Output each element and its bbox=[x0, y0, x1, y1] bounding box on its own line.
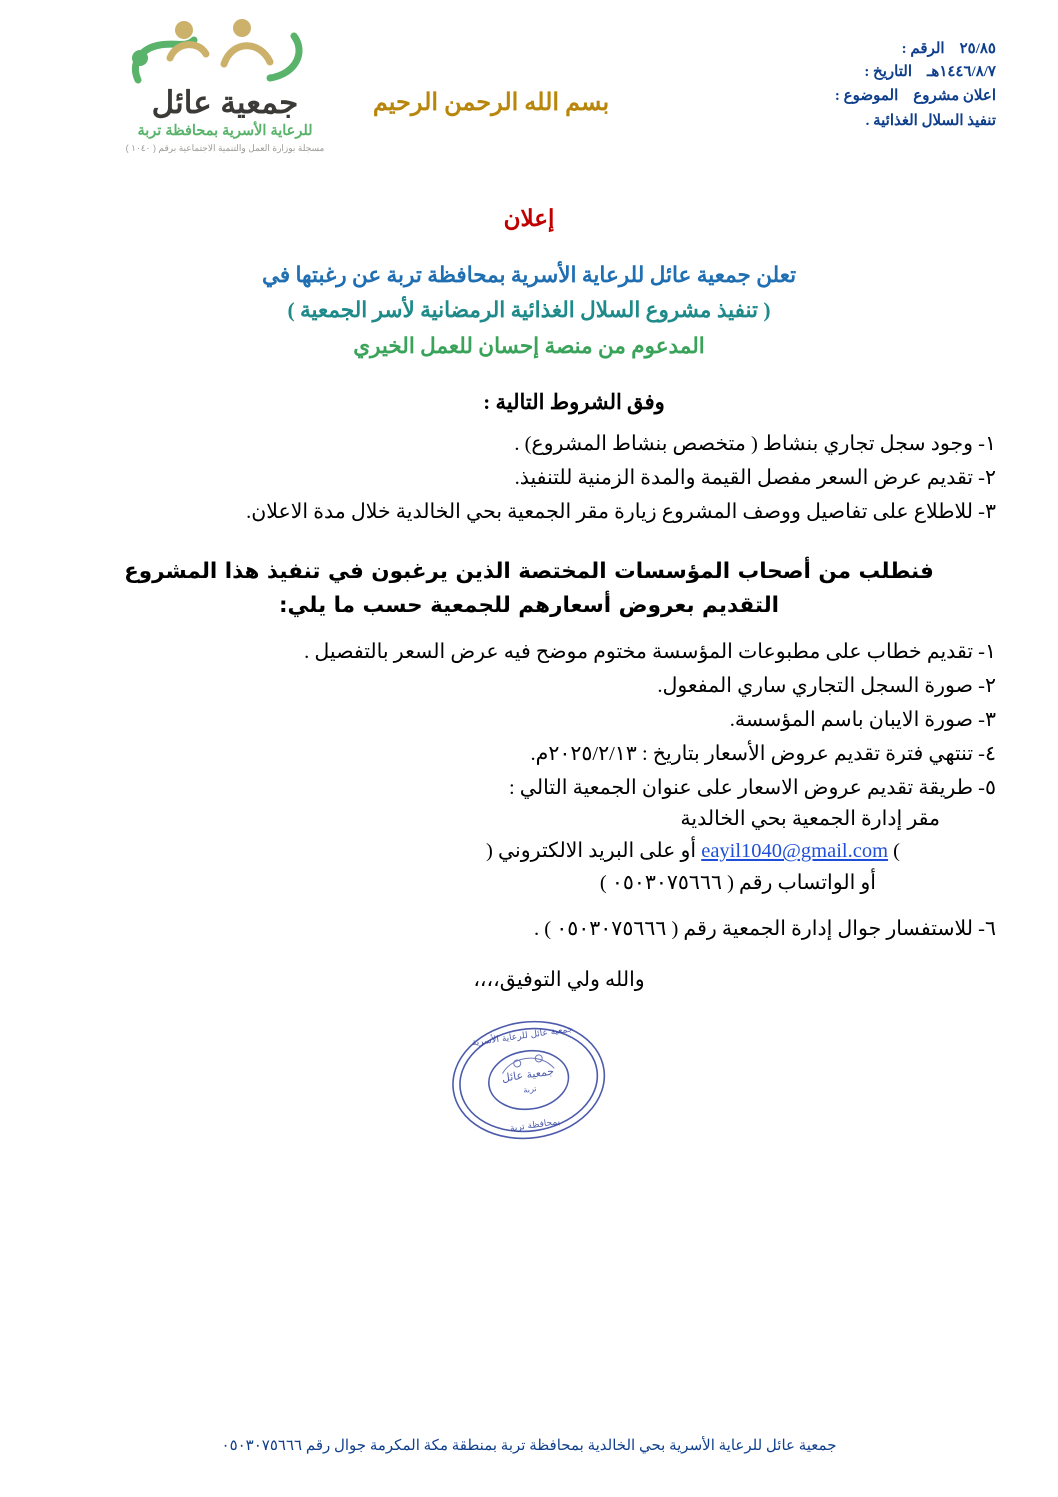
intro-block bbox=[62, 258, 996, 364]
closing-text: والله ولي التوفيق،،،، bbox=[473, 969, 645, 992]
list-item: ٢- تقديم عرض السعر مفصل القيمة والمدة الزمنية للتنفيذ. bbox=[514, 467, 996, 490]
svg-text:جمعية عائل: جمعية عائل bbox=[500, 1064, 555, 1086]
email-suffix-paren: ) bbox=[893, 840, 900, 863]
requirements-list bbox=[62, 637, 996, 945]
address-whatsapp: أو الواتساب رقم ( ٠٥٠٣٠٧٥٦٦٦ ) bbox=[599, 871, 876, 894]
meta-subject-label: الموضوع : bbox=[834, 87, 899, 104]
document-header bbox=[0, 0, 1058, 190]
basmala-inner: بسم الله الرحمن الرحيم bbox=[372, 90, 610, 116]
document-footer: جمعية عائل للرعاية الأسرية بحي الخالدية بمحافظة تربة بمنطقة مكة المكرمة جوال رقم ٠٥٠٣٠٧٥٦٦٦ bbox=[221, 1438, 837, 1454]
svg-text:تربة: تربة bbox=[522, 1084, 538, 1096]
list-item: ٤- تنتهي فترة تقديم عروض الأسعار بتاريخ : ٢٠٢٥/٢/١٣م. bbox=[530, 742, 996, 765]
meta-subject-value-2: تنفيذ السلال الغذائية . bbox=[865, 112, 996, 129]
list-item: ٣- صورة الايبان باسم المؤسسة. bbox=[729, 709, 996, 732]
stamp-area bbox=[62, 1010, 996, 1150]
announcement-title: إعلان bbox=[503, 206, 555, 231]
meta-number-value: ٢٥/٨٥ bbox=[959, 41, 996, 57]
conditions-heading: وفق الشروط التالية : bbox=[483, 390, 665, 415]
logo-mark-icon bbox=[60, 18, 390, 84]
meta-number-row bbox=[756, 38, 996, 61]
meta-number-label: الرقم : bbox=[901, 41, 945, 57]
list-item: ٢- صورة السجل التجاري ساري المفعول. bbox=[657, 675, 996, 698]
meta-date-value: ١٤٤٦/٨/٧هـ bbox=[927, 64, 996, 81]
svg-text:جمعية عائل للرعاية الأسرية: جمعية عائل للرعاية الأسرية bbox=[471, 1024, 574, 1049]
list-item: ١- تقديم خطاب على مطبوعات المؤسسة مختوم موضح فيه عرض السعر بالتفصيل . bbox=[304, 641, 996, 664]
official-stamp bbox=[415, 996, 643, 1169]
email-link[interactable]: eayil1040@gmail.com bbox=[701, 840, 889, 863]
meta-subject-value: اعلان مشروع bbox=[913, 87, 996, 104]
document-content bbox=[0, 206, 1058, 1150]
address-email-line bbox=[62, 836, 996, 868]
svg-text:بمحافظة تربة: بمحافظة تربة bbox=[509, 1117, 561, 1135]
logo-name: جمعية عائل bbox=[151, 85, 299, 120]
meta-date-label: التاريخ : bbox=[864, 64, 912, 81]
header-meta-block bbox=[756, 38, 996, 132]
intro-line-3: المدعوم من منصة إحسان للعمل الخيري bbox=[353, 333, 705, 358]
conditions-list bbox=[62, 429, 996, 528]
list-item: ٦- للاستفسار جوال إدارة الجمعية رقم ( ٠٥٠٣٠٧٥٦٦٦ ) . bbox=[534, 917, 996, 940]
logo-registration: مسجلة بوزارة العمل والتنمية الاجتماعية برقم ( ١٠٤٠ ) bbox=[125, 143, 325, 154]
meta-date-row bbox=[756, 61, 996, 84]
address-office: مقر إدارة الجمعية بحي الخالدية bbox=[680, 808, 940, 831]
list-item: ٣- للاطلاع على تفاصيل ووصف المشروع زيارة مقر الجمعية بحي الخالدية خلال مدة الاعلان. bbox=[246, 500, 996, 523]
logo-subtitle: للرعاية الأسرية بمحافظة تربة bbox=[137, 123, 313, 140]
organization-logo bbox=[60, 18, 390, 154]
intro-line-2: ( تنفيذ مشروع السلال الغذائية الرمضانية لأسر الجمعية ) bbox=[287, 298, 771, 323]
intro-line-1: تعلن جمعية عائل للرعاية الأسرية بمحافظة تربة عن رغبتها في bbox=[261, 263, 797, 287]
list-item: ١- وجود سجل تجاري بنشاط ( متخصص بنشاط المشروع) . bbox=[514, 433, 996, 456]
list-item-address bbox=[62, 773, 996, 900]
request-paragraph: فنطلب من أصحاب المؤسسات المختصة الذين يرغبون في تنفيذ هذا المشروع التقديم بعروض أسعارهم للجمعية حسب ما يلي: bbox=[124, 558, 934, 619]
email-prefix-text: أو على البريد الالكتروني ( bbox=[486, 840, 697, 863]
list-item-label: ٥- طريقة تقديم عروض الاسعار على عنوان الجمعية التالي : bbox=[508, 776, 996, 799]
